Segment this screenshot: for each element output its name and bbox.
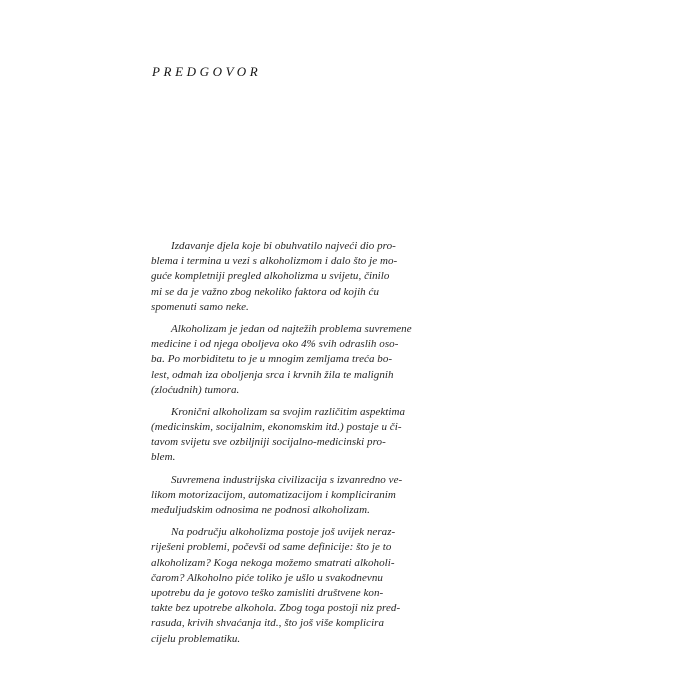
text-line: Kronični alkoholizam sa svojim različitim aspektima (171, 405, 406, 418)
text-line: blema i termina u vezi s alkoholizmom i dalo što je mo- (151, 255, 398, 268)
paragraph (151, 473, 511, 519)
text-line: cijelu problematiku. (151, 632, 241, 645)
text-line: blem. (151, 451, 176, 464)
text-line: Na području alkoholizma postoje još uvijek neraz- (171, 526, 396, 539)
text-line: tavom svijetu sve ozbiljniji socijalno-medicinski pro- (151, 436, 386, 449)
text-line: lest, odmah iza oboljenja srca i krvnih žila te malignih (151, 368, 394, 381)
text-line: rasuda, krivih shvaćanja itd., što još više komplicira (151, 617, 385, 630)
paragraph (151, 525, 511, 647)
text-line: alkoholizam? Koga nekoga možemo smatrati alkoholi- (151, 556, 395, 569)
text-line: (medicinskim, socijalnim, ekonomskim itd.) postaje u či- (151, 421, 402, 434)
text-line: spomenuti samo neke. (151, 300, 249, 313)
text-line: Alkoholizam je jedan od najtežih problema suvremene (171, 322, 412, 335)
text-line: likom motorizacijom, automatizacijom i kompliciranim (151, 488, 396, 501)
text-line: čarom? Alkoholno piće toliko je ušlo u svakodnevnu (151, 571, 383, 584)
text-line: (zloćudnih) tumora. (151, 383, 240, 396)
text-line: medicine i od njega oboljeva oko 4% svih odraslih oso- (151, 338, 399, 351)
text-line: takte bez upotrebe alkohola. Zbog toga postoji niz pred- (151, 602, 401, 615)
text-line: guće kompletniji pregled alkoholizma u svijetu, činilo (151, 270, 390, 283)
paragraph (151, 322, 511, 398)
text-line: međuljudskim odnosima ne podnosi alkoholizam. (151, 504, 370, 516)
text-line: riješeni problemi, počevši od same definicije: što je to (151, 541, 392, 554)
page-title: PREDGOVOR (152, 64, 262, 79)
text-line: Suvremena industrijska civilizacija s izvanredno ve- (171, 473, 403, 486)
text-line: ba. Po morbiditetu to je u mnogim zemljama treća bo- (151, 353, 393, 366)
text-line: mi se da je važno zbog nekoliko faktora od kojih ću (151, 285, 380, 298)
paragraph (151, 239, 511, 315)
paragraph (151, 405, 511, 466)
text-line: upotrebu da je gotovo teško zamisliti društvene kon- (151, 586, 384, 599)
preface-text (151, 239, 511, 654)
text-line: Izdavanje djela koje bi obuhvatilo najveći dio pro- (171, 240, 396, 252)
